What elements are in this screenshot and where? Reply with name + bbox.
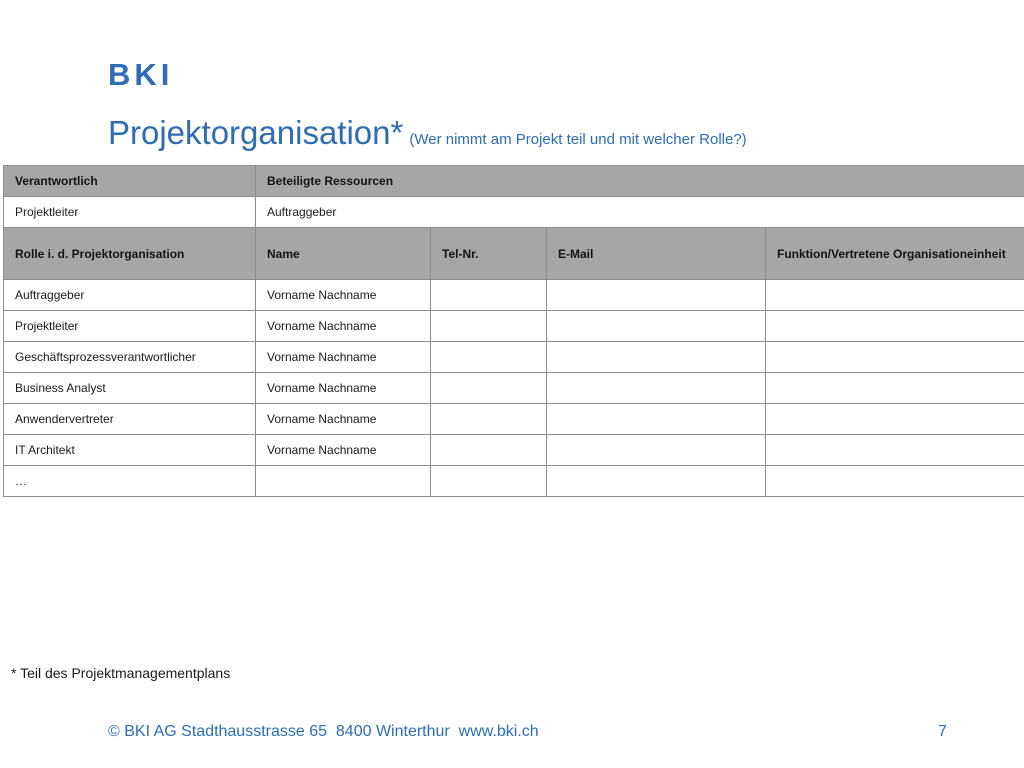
- table-row: [4, 466, 1024, 497]
- table-cell: [766, 373, 1024, 404]
- table-cell: Projektleiter: [4, 197, 256, 228]
- project-organisation-table: [3, 165, 1024, 497]
- header-cell: Verantwortlich: [4, 166, 256, 197]
- header-cell: Tel-Nr.: [431, 228, 547, 280]
- table-row: [4, 435, 1024, 466]
- table-cell: [766, 466, 1024, 497]
- header-cell: E-Mail: [547, 228, 766, 280]
- page-title: [108, 111, 747, 162]
- table-cell: [431, 311, 547, 342]
- table-cell: [547, 466, 766, 497]
- table-cell: Anwendervertreter: [4, 404, 256, 435]
- table-cell: [547, 373, 766, 404]
- page-number: 7: [938, 723, 947, 740]
- footer-copyright: © BKI AG Stadthausstrasse 65 8400 Winterthur www.bki.ch: [108, 723, 539, 740]
- table-cell: [547, 435, 766, 466]
- table-row: [4, 342, 1024, 373]
- table-cell: Business Analyst: [4, 373, 256, 404]
- table-cell: [256, 466, 431, 497]
- table-header-row: [4, 228, 1024, 280]
- table-row: [4, 311, 1024, 342]
- table-cell: Vorname Nachname: [256, 404, 431, 435]
- table-cell: Geschäftsprozessverantwortlicher: [4, 342, 256, 373]
- table-row: [4, 197, 1024, 228]
- table-cell: [431, 373, 547, 404]
- table-cell: [766, 311, 1024, 342]
- table-cell: [431, 466, 547, 497]
- table-cell: IT Architekt: [4, 435, 256, 466]
- table-cell: Vorname Nachname: [256, 311, 431, 342]
- table-row: [4, 404, 1024, 435]
- table-cell: [431, 280, 547, 311]
- table-cell: [766, 404, 1024, 435]
- table-cell: Auftraggeber: [256, 197, 1024, 228]
- title-subtitle: (Wer nimmt am Projekt teil und mit welcher Rolle?): [409, 131, 747, 148]
- header-cell: Beteiligte Ressourcen: [256, 166, 1024, 197]
- table-cell: [547, 311, 766, 342]
- table-cell: [431, 404, 547, 435]
- table-cell: Vorname Nachname: [256, 342, 431, 373]
- table-cell: [431, 342, 547, 373]
- header-cell: Rolle i. d. Projektorganisation: [4, 228, 256, 280]
- table-cell: [766, 280, 1024, 311]
- title-main: Projektorganisation*: [108, 114, 404, 151]
- table-cell: Projektleiter: [4, 311, 256, 342]
- table-row: [4, 280, 1024, 311]
- table-cell: Vorname Nachname: [256, 280, 431, 311]
- table-cell: [547, 404, 766, 435]
- table-cell: Auftraggeber: [4, 280, 256, 311]
- table-cell: [431, 435, 547, 466]
- table-cell: …: [4, 466, 256, 497]
- footnote: * Teil des Projektmanagementplans: [11, 665, 231, 681]
- table-header-row: [4, 166, 1024, 197]
- table-cell: [766, 342, 1024, 373]
- table-row: [4, 373, 1024, 404]
- table-cell: Vorname Nachname: [256, 435, 431, 466]
- table-cell: [547, 342, 766, 373]
- header-cell: Name: [256, 228, 431, 280]
- table-cell: Vorname Nachname: [256, 373, 431, 404]
- table-cell: [766, 435, 1024, 466]
- table-cell: [547, 280, 766, 311]
- bki-logo: BKI: [108, 57, 174, 92]
- header-cell: Funktion/Vertretene Organisationeinheit: [766, 228, 1024, 280]
